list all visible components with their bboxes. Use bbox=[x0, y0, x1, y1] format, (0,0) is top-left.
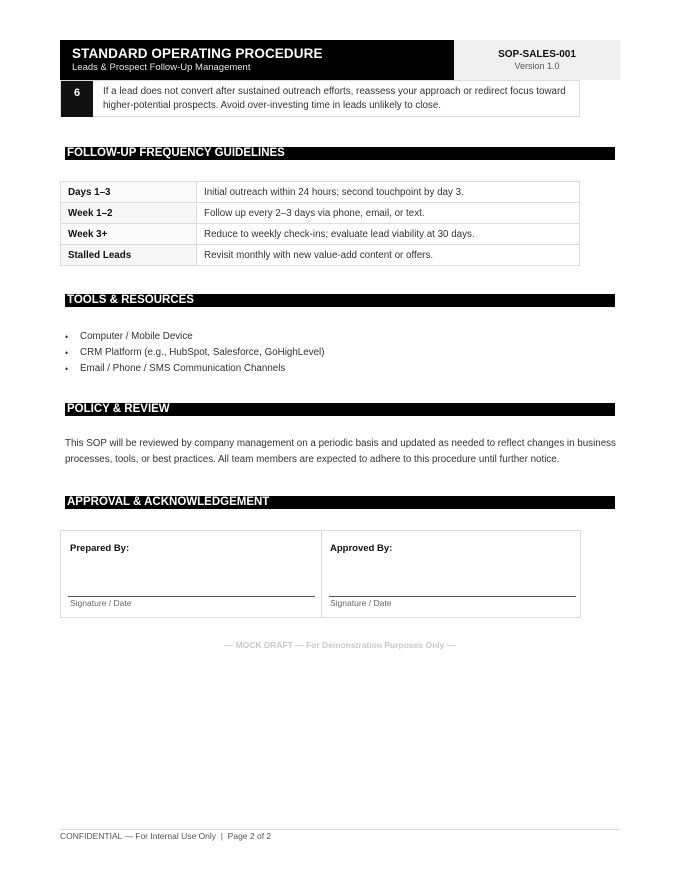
phase-cell: Week 1–2 bbox=[61, 203, 197, 224]
section-heading-tools: TOOLS & RESOURCES bbox=[65, 294, 615, 307]
page-footer: CONFIDENTIAL — For Internal Use Only | Page 2 of 2 bbox=[60, 831, 272, 841]
list-item bbox=[65, 347, 324, 363]
document-header bbox=[60, 40, 620, 80]
phase-cell: Week 3+ bbox=[61, 224, 197, 245]
bullet-icon: • bbox=[65, 364, 69, 374]
phase-cell: Days 1–3 bbox=[61, 182, 197, 203]
list-item bbox=[65, 331, 324, 347]
approval-divider bbox=[321, 531, 322, 617]
approved-by-label: Approved By: bbox=[330, 543, 393, 554]
header-title-block bbox=[60, 40, 454, 80]
document-code: SOP-SALES-001 bbox=[498, 49, 576, 60]
list-item-text: Email / Phone / SMS Communication Channels bbox=[80, 363, 286, 374]
step-text: If a lead does not convert after sustained outreach efforts, reassess your approach or redirect focus toward higher-potential prospects. Avoid over-investing time in leads unlikely to close. bbox=[103, 86, 566, 111]
document-title: STANDARD OPERATING PROCEDURE bbox=[72, 46, 323, 61]
guideline-cell: Reduce to weekly check-ins; evaluate lead viability at 30 days. bbox=[197, 224, 580, 245]
footer-divider bbox=[60, 829, 620, 830]
step-number: 6 bbox=[61, 81, 93, 117]
bullet-icon: • bbox=[65, 332, 69, 342]
policy-paragraph: This SOP will be reviewed by company management on a periodic basis and updated as needed to reflect changes in business processes, tools, or best practices. All team members are expected to adhere to this procedure until further notice. bbox=[65, 438, 616, 465]
list-item-text: Computer / Mobile Device bbox=[80, 331, 193, 342]
draft-watermark-note: — MOCK DRAFT — For Demonstration Purposes Only — bbox=[224, 640, 456, 650]
header-meta-block bbox=[454, 40, 620, 80]
table-row bbox=[61, 182, 580, 203]
approved-signature-caption: Signature / Date bbox=[330, 598, 392, 608]
list-item bbox=[65, 363, 324, 379]
section-heading-policy: POLICY & REVIEW bbox=[65, 403, 615, 416]
procedure-step bbox=[60, 80, 580, 117]
approval-signature-box bbox=[60, 530, 581, 618]
prepared-signature-caption: Signature / Date bbox=[70, 598, 132, 608]
table-row bbox=[61, 245, 580, 266]
phase-cell: Stalled Leads bbox=[61, 245, 197, 266]
guideline-cell: Initial outreach within 24 hours; second touchpoint by day 3. bbox=[197, 182, 580, 203]
table-row bbox=[61, 224, 580, 245]
prepared-by-label: Prepared By: bbox=[70, 543, 130, 554]
guideline-cell: Follow up every 2–3 days via phone, email, or text. bbox=[197, 203, 580, 224]
list-item-text: CRM Platform (e.g., HubSpot, Salesforce, GoHighLevel) bbox=[80, 347, 325, 358]
prepared-signature-line[interactable] bbox=[68, 596, 315, 597]
section-heading-approval: APPROVAL & ACKNOWLEDGEMENT bbox=[65, 496, 615, 509]
bullet-icon: • bbox=[65, 348, 69, 358]
document-version: Version 1.0 bbox=[514, 61, 560, 71]
table-row bbox=[61, 203, 580, 224]
approved-signature-line[interactable] bbox=[329, 596, 576, 597]
document-subtitle: Leads & Prospect Follow-Up Management bbox=[72, 62, 251, 73]
frequency-table bbox=[60, 181, 580, 266]
section-heading-frequency: FOLLOW-UP FREQUENCY GUIDELINES bbox=[65, 147, 615, 160]
guideline-cell: Revisit monthly with new value-add content or offers. bbox=[197, 245, 580, 266]
tools-list bbox=[65, 331, 324, 379]
